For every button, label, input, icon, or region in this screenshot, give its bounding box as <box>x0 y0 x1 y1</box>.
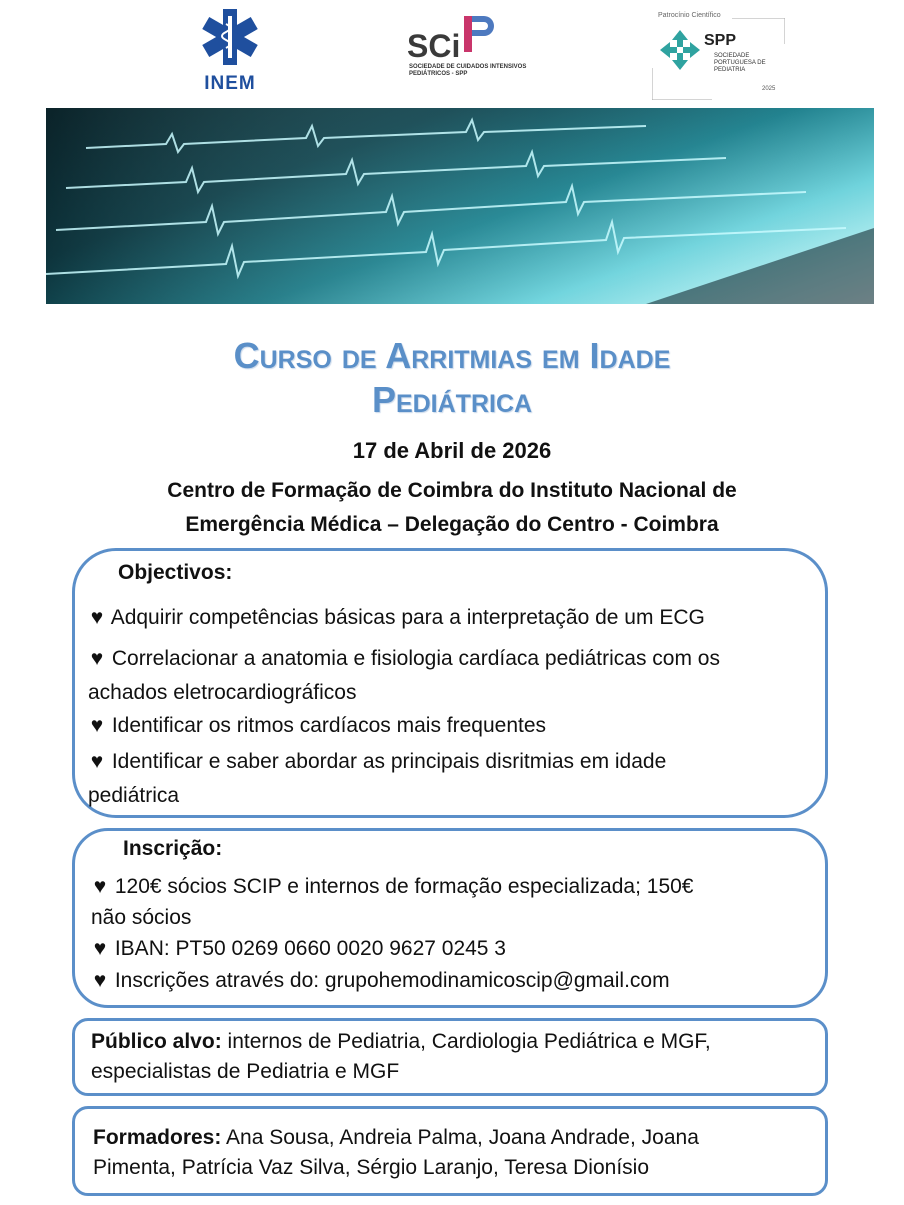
audience-label: Público alvo: <box>91 1030 222 1053</box>
registration-email-text: Inscrições através do: grupohemodinamicoscip@gmail.com <box>114 969 670 992</box>
registration-fee-text-cont: não sócios <box>91 906 192 929</box>
spp-logo <box>652 8 787 98</box>
objective-text-cont: achados eletrocardiográficos <box>88 681 357 704</box>
course-venue <box>0 474 904 542</box>
ecg-monitor-banner-image <box>46 108 874 304</box>
heart-bullet-icon: ♥ <box>90 606 104 629</box>
heart-bullet-icon: ♥ <box>90 714 104 737</box>
objective-item <box>88 601 705 635</box>
iban-text: IBAN: PT50 0269 0660 0020 9627 0245 3 <box>114 937 506 960</box>
spp-year: 2025 <box>762 86 776 92</box>
audience-text-line1: internos de Pediatria, Cardiologia Pediátrica e MGF, <box>221 1030 711 1053</box>
trainers-text-line2: Pimenta, Patrícia Vaz Silva, Sérgio Laranjo, Teresa Dionísio <box>93 1156 649 1179</box>
spp-arrows-icon <box>658 28 702 72</box>
heart-bullet-icon: ♥ <box>90 750 104 773</box>
objective-text: Correlacionar a anatomia e fisiologia cardíaca pediátricas com os <box>111 647 720 670</box>
scip-p-mark-icon <box>460 12 498 56</box>
spp-logo-text: SPP <box>704 32 737 49</box>
audience-box <box>72 1018 828 1096</box>
registration-item <box>91 871 693 933</box>
registration-fee-text: 120€ sócios SCIP e internos de formação especializada; 150€ <box>114 875 694 898</box>
course-title-line2: Pediátrica <box>371 379 533 420</box>
objective-item <box>88 709 546 743</box>
course-date: 17 de Abril de 2026 <box>352 438 552 463</box>
course-title <box>0 334 904 422</box>
objective-item <box>88 642 720 710</box>
heart-bullet-icon: ♥ <box>93 969 107 992</box>
ecg-traces-graphic <box>46 108 874 304</box>
objectives-heading: Objectivos: <box>118 561 233 584</box>
registration-heading: Inscrição: <box>123 837 223 860</box>
spp-logo-subtitle: SOCIEDADE PORTUGUESA DE PEDIATRIA <box>714 53 766 73</box>
venue-line2: Emergência Médica – Delegação do Centro - Coimbra <box>185 513 719 536</box>
objective-text: Identificar e saber abordar as principais disritmias em idade <box>111 750 667 773</box>
course-title-line1: Curso de Arritmias em Idade <box>233 335 671 376</box>
objectives-box <box>72 548 828 818</box>
inem-logo-text: INEM <box>204 73 256 94</box>
scip-logo <box>405 8 525 98</box>
trainers-box <box>72 1106 828 1196</box>
registration-item <box>91 933 506 964</box>
scip-logo-text: SCi <box>407 28 461 64</box>
objective-item <box>88 745 666 813</box>
spp-patrocinio-text: Patrocínio Científico <box>658 12 721 19</box>
trainers-label: Formadores: <box>93 1126 222 1149</box>
inem-logo <box>190 8 270 98</box>
heart-bullet-icon: ♥ <box>90 647 104 670</box>
objective-text: Adquirir competências básicas para a interpretação de um ECG <box>110 606 705 629</box>
star-of-life-icon <box>198 8 262 66</box>
trainers-text <box>93 1123 699 1183</box>
venue-line1: Centro de Formação de Coimbra do Instituto Nacional de <box>167 479 737 502</box>
audience-text-line2: especialistas de Pediatria e MGF <box>91 1060 400 1083</box>
objective-text-cont: pediátrica <box>88 784 180 807</box>
objective-text: Identificar os ritmos cardíacos mais frequentes <box>111 714 547 737</box>
trainers-text-line1: Ana Sousa, Andreia Palma, Joana Andrade, Joana <box>221 1126 699 1149</box>
audience-text <box>91 1027 711 1087</box>
scip-logo-subtitle: SOCIEDADE DE CUIDADOS INTENSIVOS PEDIÁTRICOS - SPP <box>409 64 527 77</box>
registration-box <box>72 828 828 1008</box>
registration-item <box>91 965 670 996</box>
heart-bullet-icon: ♥ <box>93 937 107 960</box>
heart-bullet-icon: ♥ <box>93 875 107 898</box>
